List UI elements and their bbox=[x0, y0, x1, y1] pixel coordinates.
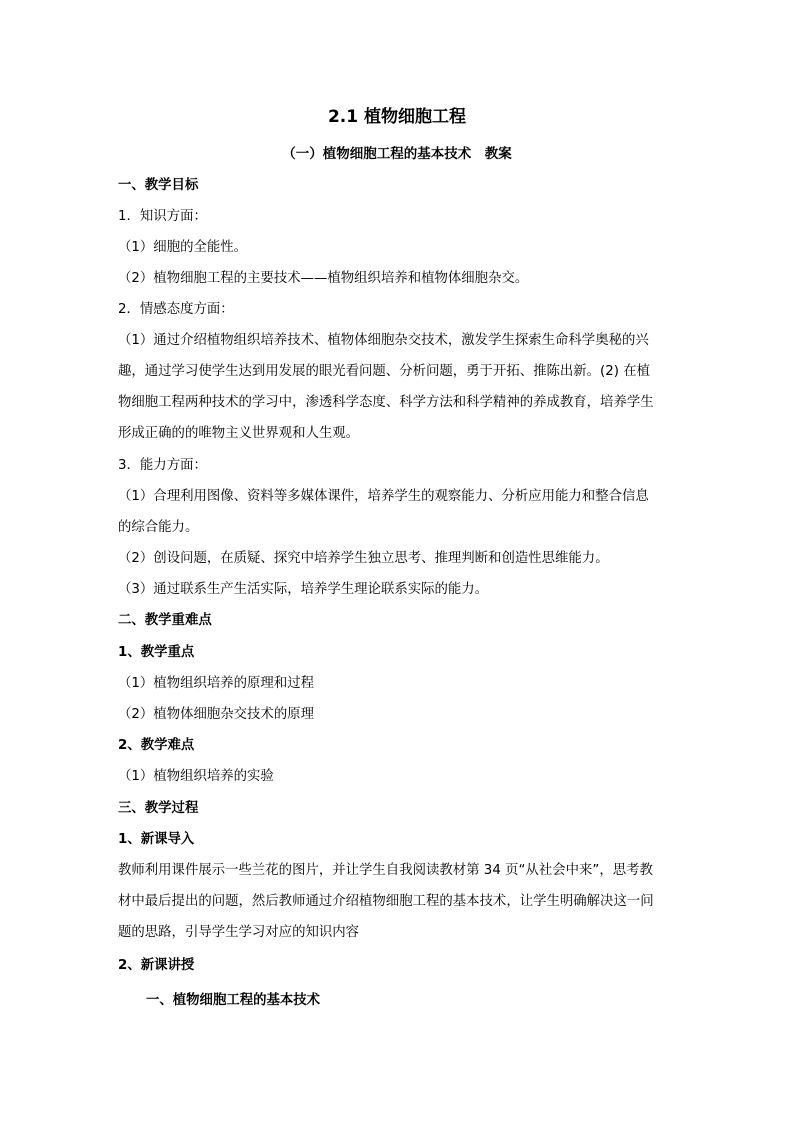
section-heading-keypoints: 二、教学重难点 bbox=[118, 613, 212, 628]
subsection-key-points: 1、教学重点 bbox=[118, 645, 195, 660]
document-title: 2.1 植物细胞工程 bbox=[327, 107, 467, 127]
paragraph-line: （1）通过介绍植物组织培养技术、植物体细胞杂交技术，激发学生探索生命科学奥秘的兴 bbox=[118, 333, 649, 348]
paragraph-line: （1）植物组织培养的原理和过程 bbox=[118, 676, 314, 691]
document-subtitle: （一）植物细胞工程的基本技术 教案 bbox=[282, 146, 512, 162]
paragraph-line: （3）通过联系生产生活实际，培养学生理论联系实际的能力。 bbox=[118, 582, 489, 597]
subsection-basic-techniques: 一、植物细胞工程的基本技术 bbox=[146, 993, 321, 1008]
paragraph-line: （1）合理利用图像、资料等多媒体课件，培养学生的观察能力、分析应用能力和整合信息 bbox=[118, 489, 649, 504]
paragraph-line: 教师利用课件展示一些兰花的图片，并让学生自我阅读教材第 34 页“从社会中来”，思考教 bbox=[118, 863, 653, 878]
subsection-ability: 3．能力方面： bbox=[118, 458, 207, 473]
section-heading-process: 三、教学过程 bbox=[118, 801, 199, 816]
subsection-introduction: 1、新课导入 bbox=[118, 832, 195, 847]
paragraph-line: （1）植物组织培养的实验 bbox=[118, 769, 274, 784]
section-heading-goals: 一、教学目标 bbox=[118, 178, 199, 193]
paragraph-line: （1）细胞的全能性。 bbox=[118, 240, 248, 255]
paragraph-line: （2）创设问题，在质疑、探究中培养学生独立思考、推理判断和创造性思维能力。 bbox=[118, 551, 609, 566]
paragraph-line: （2）植物细胞工程的主要技术——植物组织培养和植物体细胞杂交。 bbox=[118, 271, 529, 286]
paragraph-line: （2）植物体细胞杂交技术的原理 bbox=[118, 707, 314, 722]
paragraph-line: 题的思路，引导学生学习对应的知识内容 bbox=[118, 925, 360, 940]
paragraph-line: 物细胞工程两种技术的学习中，渗透科学态度、科学方法和科学精神的养成教育，培养学生 bbox=[118, 395, 654, 410]
paragraph-line: 趣，通过学习使学生达到用发展的眼光看问题、分析问题，勇于开拓、推陈出新。(2) 在植 bbox=[118, 364, 651, 379]
paragraph-line: 材中最后提出的问题，然后教师通过介绍植物细胞工程的基本技术，让学生明确解决这一问 bbox=[118, 894, 654, 909]
paragraph-line: 形成正确的的唯物主义世界观和人生观。 bbox=[118, 426, 360, 441]
subsection-attitude: 2．情感态度方面： bbox=[118, 302, 234, 317]
subsection-knowledge: 1．知识方面： bbox=[118, 209, 207, 224]
subsection-difficulties: 2、教学难点 bbox=[118, 738, 195, 753]
subsection-new-lesson: 2、新课讲授 bbox=[118, 958, 195, 973]
paragraph-line: 的综合能力。 bbox=[118, 520, 199, 535]
